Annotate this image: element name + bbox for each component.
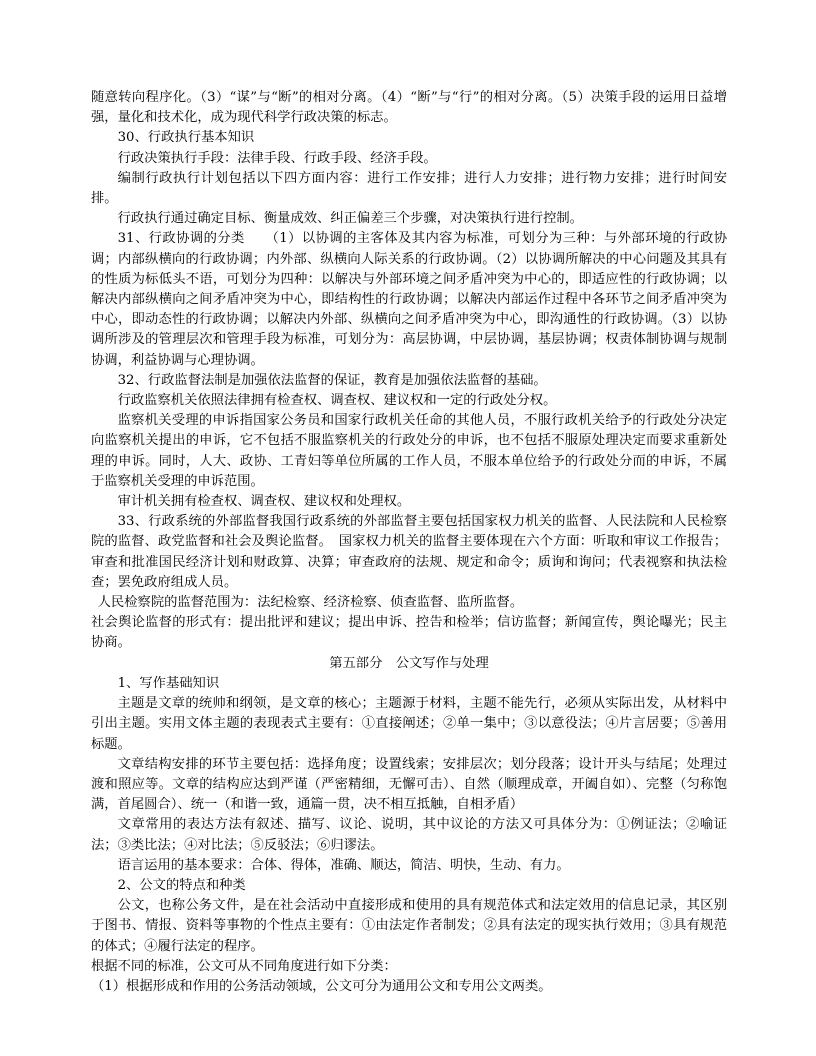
paragraph-audit-powers: 审计机关拥有检查权、调查权、建议权和处理权。 — [117, 494, 411, 510]
paragraph-32-supervision: 32、行政监督法制是加强依法监督的保证，教育是加强依法监督的基础。 — [117, 372, 547, 388]
heading-document-types: 2、公文的特点和种类 — [117, 877, 246, 893]
section-title-part5: 第五部分 公文写作与处理 — [329, 655, 489, 671]
paragraph-theme: 主题是文章的统帅和纲领，是文章的核心；主题源于材料，主题不能先行，必须从实际出发，从材料中引出主题。实用文体主题的表现表式主要有：①直接阐述；②单一集中；③以意役法；④片言居要；⑤善用标题。 — [91, 696, 727, 752]
paragraph-appeals: 监察机关受理的申诉指国家公务员和国家行政机关任命的其他人员，不服行政机关给予的行政处分决定向监察机关提出的申诉，它不包括不服监察机关的行政处分的申诉，也不包括不服原处理决定而要求重新处理的申诉。同时，人大、政协、工青妇等单位所属的工作人员，不服本单位给予的行政处分而的申诉，不属于监察机关受理的申诉范围。 — [91, 413, 727, 489]
paragraph-classification-1: （1）根据形成和作用的公务活动领域，公文可分为通用公文和专用公文两类。 — [91, 978, 552, 994]
paragraph-execution-means: 行政决策执行手段：法律手段、行政手段、经济手段。 — [117, 150, 437, 166]
paragraph-31-coordination: 31、行政协调的分类 （1）以协调的主客体及其内容为标准，可划分为三种：与外部环境的行政协调；内部纵横向的行政协调；内外部、纵横向人际关系的行政协调。（2）以协调所解决的中心问题及其具有的性质为标低头不语，可划分为四种：以解决与外部环境之间矛盾冲突为中心的，即适应性的行政协调；以解决内部纵横向之间矛盾冲突为中心，即结构性的行政协调；以解决内部运作过程中各环节之间矛盾冲突为中心，即动态性的行政协调；以解决内外部、纵横向之间矛盾冲突为中心，即沟通性的行政协调。（3）以协调所涉及的管理层次和管理手段为标准，可划分为：高层协调，中层协调，基层协调；权责体制协调与规制协调，利益协调与心理协调。 — [91, 231, 727, 368]
paragraph-procuratorate: 人民检察院的监督范围为：法纪检察、经济检察、侦查监督、监所监督。 — [97, 595, 524, 611]
heading-30-execution: 30、行政执行基本知识 — [117, 130, 255, 146]
heading-writing-basics: 1、写作基础知识 — [117, 675, 220, 691]
paragraph-document-definition: 公文，也称公务文件，是在社会活动中直接形成和使用的具有规范体式和法定效用的信息记录，其区别于图书、情报、资料等事物的个性点主要有：①由法定作者制发；②具有法定的现实执行效用；③具有规范的体式；④履行法定的程序。 — [91, 898, 727, 954]
paragraph-inspection-powers: 行政监察机关依照法律拥有检查权、调查权、建议权和一定的行政处分权。 — [117, 393, 557, 409]
paragraph-33-external-supervision: 33、行政系统的外部监督我国行政系统的外部监督主要包括国家权力机关的监督、人民法院和人民检察院的监督、政党监督和社会及舆论监督。 国家权力机关的监督主要体现在六个方面：听取和审议工作报告；审查和批准国民经济计划和财政算、决算；审查政府的法规、规定和命令；质询和询问；代表视察和执法检查；罢免政府组成人员。 — [91, 514, 727, 590]
paragraph-public-opinion: 社会舆论监督的形式有：提出批评和建议；提出申诉、控告和检举；信访监督；新闻宣传，舆论曝光；民主协商。 — [91, 615, 727, 651]
paragraph-structure: 文章结构安排的环节主要包括：选择角度；设置线索；安排层次；划分段落；设计开头与结尾；处理过渡和照应等。文章的结构应达到严谨（严密精细，无懈可击）、自然（顺理成章，开阖自如）、完整（匀称饱满，首尾圆合）、统一（和谐一致，通篇一贯，决不相互抵触，自相矛盾） — [91, 756, 727, 813]
paragraph-language: 语言运用的基本要求：合体、得体，准确、顺达，简洁、明快，生动、有力。 — [117, 857, 570, 873]
paragraph-execution-plan: 编制行政执行计划包括以下四方面内容：进行工作安排；进行人力安排；进行物力安排；进行时间安排。 — [91, 170, 727, 207]
paragraph-classification-intro: 根据不同的标准，公文可从不同角度进行如下分类： — [91, 958, 397, 974]
paragraph-execution-control: 行政执行通过确定目标、衡量成效、纠正偏差三个步骤，对决策执行进行控制。 — [117, 211, 583, 227]
document-page — [91, 88, 727, 997]
paragraph-decision-separation: 随意转向程序化。（3）“谋”与“断”的相对分离。（4）“断”与“行”的相对分离。（5）决策手段的运用日益增强，量化和技术化，成为现代科学行政决策的标志。 — [91, 90, 727, 126]
paragraph-expression: 文章常用的表达方法有叙述、描写、议论、说明，其中议论的方法又可具体分为：①例证法；②喻证法；③类比法；④对比法；⑤反驳法；⑥归谬法。 — [91, 817, 727, 853]
